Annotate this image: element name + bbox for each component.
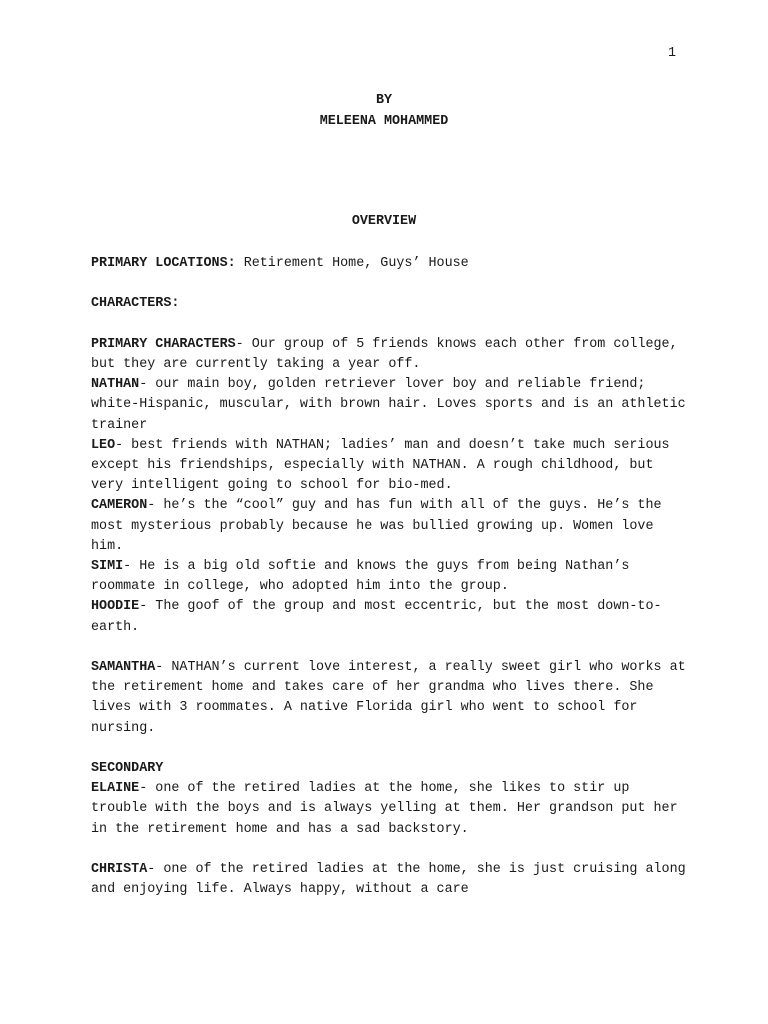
character-christa <box>91 860 691 900</box>
character-samantha-text: - NATHAN’s current love interest, a really sweet girl who works at the retirement home and takes care of her grandma who lives there. She lives with 3 roommates. A native Florida girl who went to school for nursing. <box>91 660 686 736</box>
character-hoodie <box>91 597 691 637</box>
character-elaine <box>91 779 691 840</box>
character-leo-text: - best friends with NATHAN; ladies’ man and doesn’t take much serious except his friendships, especially with NATHAN. A rough childhood, but very intelligent going to school for bio-med. <box>91 437 670 494</box>
spacer <box>91 315 691 335</box>
character-nathan-label: NATHAN <box>91 377 140 393</box>
character-nathan <box>91 375 691 436</box>
spacer <box>91 638 691 658</box>
spacer <box>91 840 691 860</box>
byline: BY <box>375 93 393 108</box>
character-leo <box>91 436 691 497</box>
primary-locations-label: PRIMARY LOCATIONS: <box>91 256 236 271</box>
character-simi-label: SIMI <box>91 559 124 575</box>
character-elaine-label: ELAINE <box>91 781 140 797</box>
character-elaine-text: - one of the retired ladies at the home, she likes to stir up trouble with the boys and is always yelling at them. Her grandson put her in the retirement home and has a sad backstory. <box>91 781 678 837</box>
character-cameron-label: CAMERON <box>91 498 148 514</box>
primary-characters-label: PRIMARY CHARACTERS <box>91 336 236 352</box>
characters-heading: CHARACTERS: <box>91 296 180 312</box>
overview-heading: OVERVIEW <box>351 214 417 229</box>
primary-characters-paragraph <box>91 335 691 375</box>
page-number: 1 <box>667 46 676 61</box>
character-cameron-text: - he’s the “cool” guy and has fun with all of the guys. He’s the most mysterious probably because he was bullied growing up. Women love him. <box>91 498 662 554</box>
character-christa-label: CHRISTA <box>91 862 148 878</box>
primary-locations-text: Retirement Home, Guys’ House <box>235 256 469 271</box>
character-leo-label: LEO <box>91 437 116 453</box>
character-christa-text: - one of the retired ladies at the home, she is just cruising along and enjoying life. Always happy, without a care <box>91 862 686 898</box>
primary-locations-paragraph <box>91 254 691 274</box>
character-hoodie-text: - The goof of the group and most eccentric, but the most down-to-earth. <box>91 599 662 635</box>
character-nathan-text: - our main boy, golden retriever lover boy and reliable friend; white-Hispanic, muscular, with brown hair. Loves sports and is an athletic trainer <box>91 377 686 433</box>
primary-characters-text: - Our group of 5 friends knows each other from college, but they are currently taking a year off. <box>91 336 678 372</box>
secondary-heading: SECONDARY <box>91 761 164 777</box>
character-samantha-label: SAMANTHA <box>91 660 156 676</box>
character-hoodie-label: HOODIE <box>91 599 140 615</box>
spacer <box>91 274 691 294</box>
author-name: MELEENA MOHAMMED <box>319 114 449 129</box>
character-cameron <box>91 496 691 557</box>
character-samantha <box>91 658 691 739</box>
spacer <box>91 739 691 759</box>
character-simi <box>91 557 691 597</box>
document-body <box>91 254 691 900</box>
character-simi-text: - He is a big old softie and knows the guys from being Nathan’s roommate in college, who adopted him into the group. <box>91 559 630 595</box>
